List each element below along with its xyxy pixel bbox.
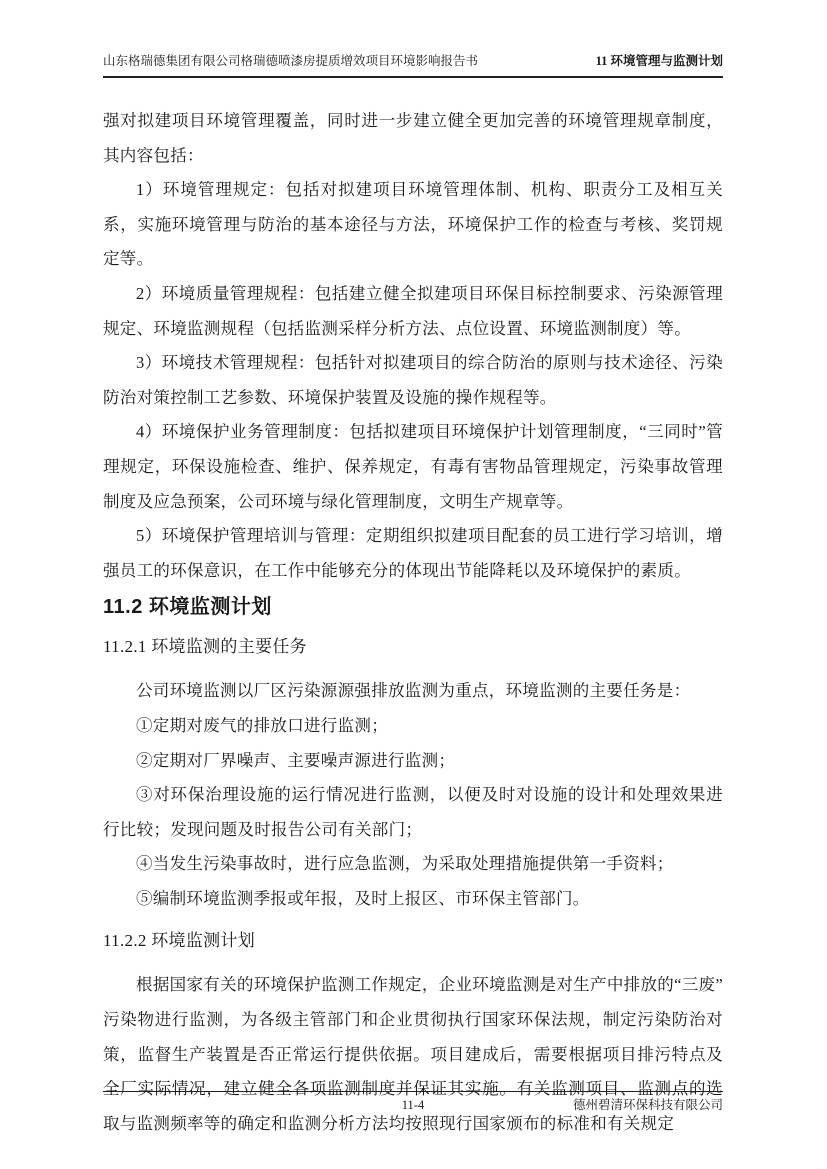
list-item-1: 1）环境管理规定：包括对拟建项目环境管理体制、机构、职责分工及相互关系，实施环境管理与防治的基本途径与方法，环境保护工作的检查与考核、奖罚规定等。 <box>103 180 723 269</box>
numbered-item-3: ③对环保治理设施的运行情况进行监测，以便及时对设施的设计和处理效果进行比较；发现问题及时报告公司有关部门； <box>103 785 723 839</box>
section-heading-11-2: 11.2 环境监测计划 <box>103 596 272 619</box>
list-item-2: 2）环境质量管理规程：包括建立健全拟建项目环保目标控制要求、污染源管理规定、环境监测规程（包括监测采样分析方法、点位设置、环境监测制度）等。 <box>103 283 723 338</box>
page-footer <box>103 1091 723 1114</box>
page-number: 11-4 <box>401 1098 425 1112</box>
list-item-4: 4）环境保护业务管理制度：包括拟建项目环境保护计划管理制度，“三同时”管理规定，环保设施检查、维护、保养规定，有毒有害物品管理规定，污染事故管理制度及应急预案，公司环境与绿化管理制度，文明生产规章等。 <box>103 422 723 511</box>
numbered-item-5: ⑤编制环境监测季报或年报，及时上报区、市环保主管部门。 <box>136 888 590 908</box>
numbered-item-2: ②定期对厂界噪声、主要噪声源进行监测； <box>136 750 456 770</box>
subsection-heading-11-2-1: 11.2.1 环境监测的主要任务 <box>103 637 307 657</box>
numbered-item-1: ①定期对废气的排放口进行监测； <box>136 715 388 735</box>
list-item-5: 5）环境保护管理培训与管理：定期组织拟建项目配套的员工进行学习培训，增强员工的环保意识，在工作中能够充分的体现出节能降耗以及环境保护的素质。 <box>103 526 723 580</box>
paragraph-monitoring-plan: 根据国家有关的环境保护监测工作规定，企业环境监测是对生产中排放的“三废”污染物进行监测，为各级主管部门和企业贯彻执行国家环保法规，制定污染防治对策，监督生产装置是否正常运行提供依据。项目建成后，需要根据项目排污特点及全厂实际情况，建立健全各项监测制度并保证其实施。有关监测项目、监测点的选取与监测频率等的确定和监测分析方法均按照现行国家颁布的标准和有关规定 <box>103 975 723 1133</box>
numbered-item-4: ④当发生污染事故时，进行应急监测，为采取处理措施提供第一手资料； <box>136 854 674 874</box>
header-chapter-title: 11 环境管理与监测计划 <box>595 54 723 68</box>
document-body <box>103 104 723 1141</box>
footer-company-name: 德州碧清环保科技有限公司 <box>572 1098 723 1112</box>
subsection-heading-11-2-2: 11.2.2 环境监测计划 <box>103 931 256 951</box>
paragraph-continuation: 强对拟建项目环境管理覆盖，同时进一步建立健全更加完善的环境管理规章制度，其内容包括： <box>103 111 723 165</box>
page-header <box>103 52 723 78</box>
header-report-title: 山东格瑞德集团有限公司格瑞德喷漆房提质增效项目环境影响报告书 <box>103 54 479 68</box>
list-item-3: 3）环境技术管理规程：包括针对拟建项目的综合防治的原则与技术途径、污染防治对策控制工艺参数、环境保护装置及设施的操作规程等。 <box>103 353 723 407</box>
paragraph-monitoring-intro: 公司环境监测以厂区污染源源强排放监测为重点，环境监测的主要任务是： <box>136 681 691 701</box>
